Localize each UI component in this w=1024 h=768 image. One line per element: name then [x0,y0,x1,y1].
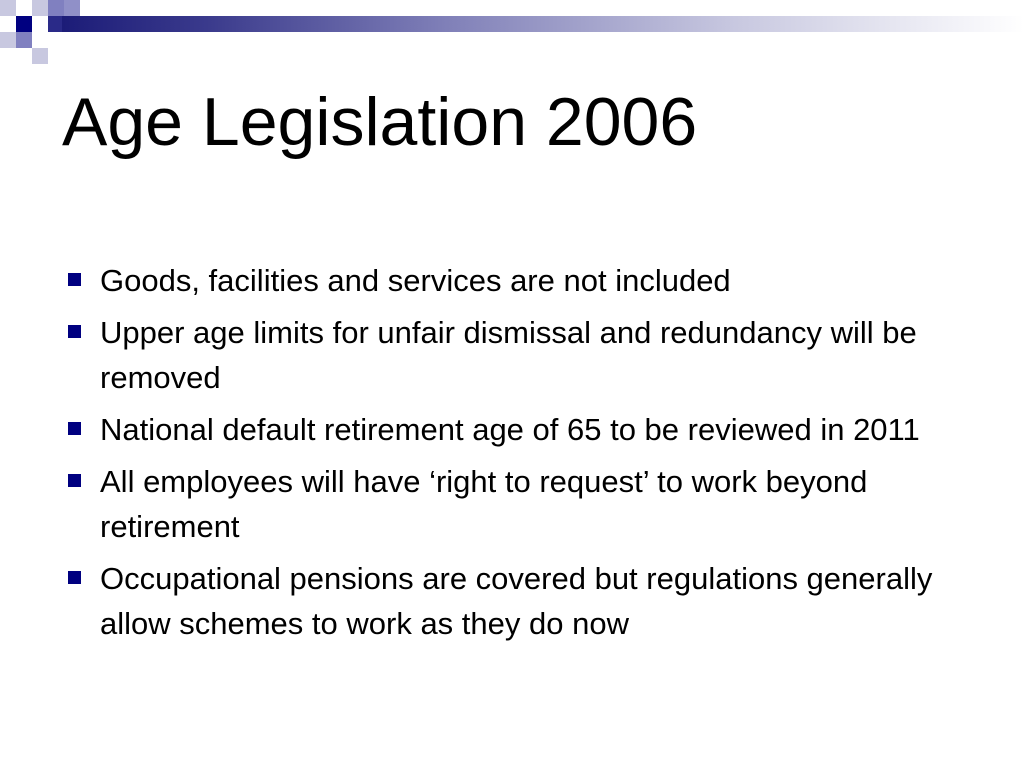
header-gradient-band [62,16,1024,32]
square-light [32,48,48,64]
square-light [0,0,16,16]
bullet-text: All employees will have ‘right to request’ to work beyond retirement [100,464,868,544]
square-bullet-icon [68,571,81,584]
decorative-squares [0,0,80,64]
bullet-text: National default retirement age of 65 to be reviewed in 2011 [100,412,920,447]
square-mid [64,0,80,16]
bullet-list [62,258,982,653]
bullet-text: Upper age limits for unfair dismissal and redundancy will be removed [100,315,917,395]
square-light [0,32,16,48]
square-mid [48,0,64,16]
square-dark [16,16,32,32]
bullet-item [62,258,982,303]
bullet-text: Goods, facilities and services are not included [100,263,731,298]
square-light [32,0,48,16]
square-bullet-icon [68,474,81,487]
square-bullet-icon [68,325,81,338]
square-mid [16,32,32,48]
bullet-item [62,459,982,549]
bullet-item [62,310,982,400]
bullet-item [62,407,982,452]
slide-title: Age Legislation 2006 [62,84,698,160]
square-bullet-icon [68,422,81,435]
bullet-item [62,556,982,646]
square-bullet-icon [68,273,81,286]
bullet-text: Occupational pensions are covered but regulations generally allow schemes to work as they do now [100,561,933,641]
